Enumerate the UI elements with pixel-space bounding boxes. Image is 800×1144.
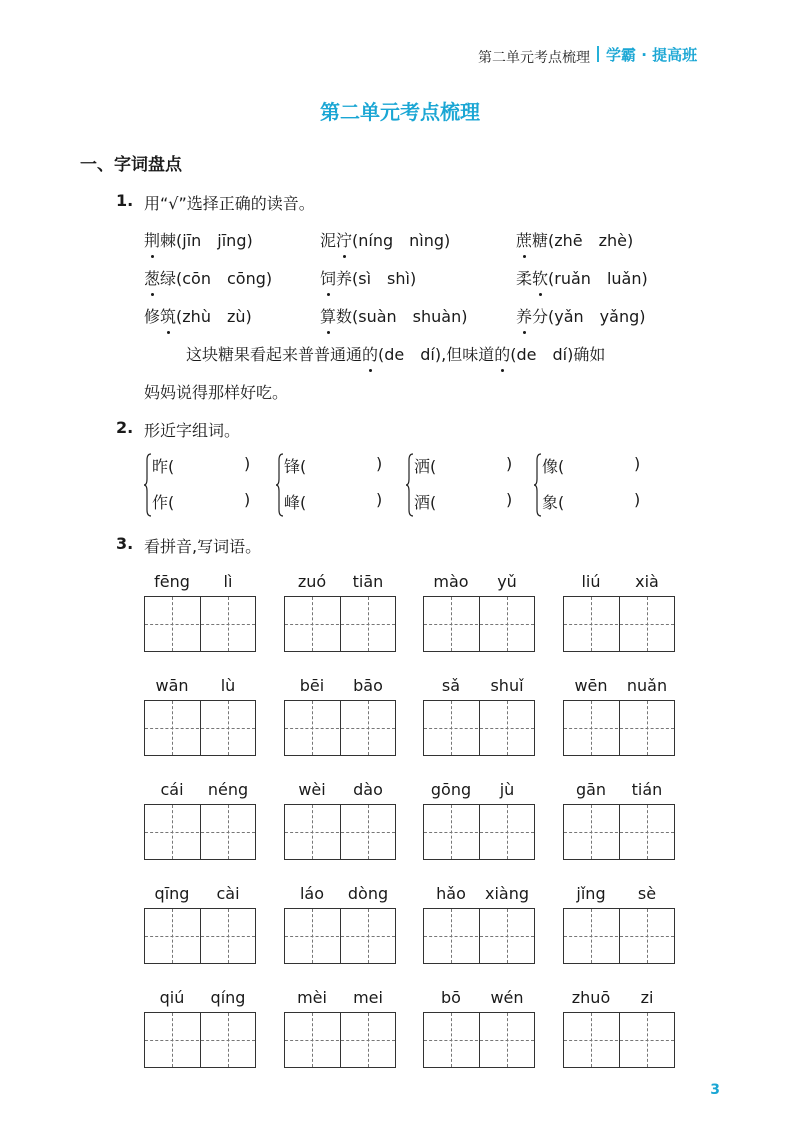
pinyin-label: wēn — [574, 676, 608, 695]
pronunciation-option[interactable]: 饲养(sì shì) — [320, 266, 416, 289]
writing-grid[interactable] — [284, 596, 396, 652]
writing-grid[interactable] — [423, 908, 535, 964]
grid-line — [424, 936, 534, 937]
page-number: 3 — [710, 1082, 720, 1098]
char-blank[interactable]: 洒( ) — [414, 454, 513, 476]
pinyin-label: wèi — [298, 780, 326, 799]
pinyin-label: fēng — [154, 572, 190, 591]
pinyin-label: láo — [299, 884, 325, 903]
brace-icon — [276, 452, 284, 518]
writing-grid[interactable] — [563, 1012, 675, 1068]
pinyin-label: zhuō — [571, 988, 611, 1007]
dotted-char: 的 — [362, 342, 378, 365]
dotted-char: 软 — [532, 266, 548, 289]
dotted-char: 养 — [516, 304, 532, 327]
char-blank[interactable]: 像( ) — [542, 454, 641, 476]
similar-char-group — [144, 452, 264, 518]
pinyin-label: liú — [581, 572, 601, 591]
pronunciation-option[interactable]: 荆棘(jīn jīng) — [144, 228, 253, 251]
dotted-char: 泞 — [336, 228, 352, 251]
pronunciation-option[interactable]: 葱绿(cōn cōng) — [144, 266, 272, 289]
grid-line — [145, 728, 255, 729]
pinyin-label: zi — [640, 988, 654, 1007]
page-title: 第二单元考点梳理 — [320, 100, 480, 124]
brace-icon — [534, 452, 542, 518]
writing-grid[interactable] — [284, 908, 396, 964]
pronunciation-option[interactable]: 算数(suàn shuàn) — [320, 304, 468, 327]
writing-grid[interactable] — [563, 908, 675, 964]
question-3-text: 看拼音,写词语。 — [144, 537, 262, 556]
pinyin-label: xià — [635, 572, 659, 591]
pinyin-label: gōng — [430, 780, 472, 799]
grid-line — [285, 1040, 395, 1041]
writing-grid[interactable] — [284, 804, 396, 860]
grid-line — [564, 832, 674, 833]
similar-char-group — [406, 452, 526, 518]
writing-grid[interactable] — [563, 700, 675, 756]
grid-line — [145, 832, 255, 833]
dotted-char: 葱 — [144, 266, 160, 289]
pinyin-label: qíng — [210, 988, 246, 1007]
brace-icon — [406, 452, 414, 518]
pronunciation-option[interactable]: 柔软(ruǎn luǎn) — [516, 266, 648, 289]
pinyin-label: wān — [155, 676, 189, 695]
pinyin-label: qiú — [159, 988, 185, 1007]
writing-grid[interactable] — [563, 596, 675, 652]
header-unit-title: 第二单元考点梳理 — [478, 50, 590, 66]
pinyin-label: tiān — [352, 572, 384, 591]
writing-grid[interactable] — [284, 700, 396, 756]
char-blank[interactable]: 锋( ) — [284, 454, 383, 476]
grid-line — [424, 1040, 534, 1041]
brace-icon — [144, 452, 152, 518]
pinyin-label: xiàng — [484, 884, 529, 903]
char-blank[interactable]: 峰( ) — [284, 490, 383, 512]
similar-char-group — [534, 452, 654, 518]
dotted-char: 饲 — [320, 266, 336, 289]
writing-grid[interactable] — [144, 1012, 256, 1068]
pinyin-label: tián — [631, 780, 663, 799]
pinyin-label: dòng — [347, 884, 389, 903]
pinyin-label: shuǐ — [490, 676, 524, 695]
pronunciation-option[interactable]: 蔗糖(zhē zhè) — [516, 228, 633, 251]
pinyin-label: dào — [353, 780, 383, 799]
pinyin-label: lì — [223, 572, 233, 591]
grid-line — [285, 936, 395, 937]
pinyin-label: mèi — [297, 988, 327, 1007]
dotted-char: 筑 — [160, 304, 176, 327]
pinyin-label: zuó — [297, 572, 327, 591]
pinyin-label: sè — [637, 884, 657, 903]
pinyin-label: bāo — [353, 676, 383, 695]
question-1-sentence: 这块糖果看起来普普通通的(de dí),但味道的(de dí)确如 — [186, 342, 605, 365]
char-blank[interactable]: 昨( ) — [152, 454, 251, 476]
writing-grid[interactable] — [284, 1012, 396, 1068]
header-divider — [597, 46, 599, 62]
dotted-char: 算 — [320, 304, 336, 327]
pinyin-label: yǔ — [497, 572, 517, 591]
grid-line — [424, 728, 534, 729]
dotted-char: 蔗 — [516, 228, 532, 251]
grid-line — [285, 624, 395, 625]
question-2-number: 2. — [116, 418, 134, 437]
char-blank[interactable]: 酒( ) — [414, 490, 513, 512]
char-blank[interactable]: 象( ) — [542, 490, 641, 512]
pinyin-label: mào — [433, 572, 469, 591]
question-3-number: 3. — [116, 534, 134, 553]
pronunciation-option[interactable]: 泥泞(níng nìng) — [320, 228, 450, 251]
pinyin-label: lù — [220, 676, 236, 695]
char-blank[interactable]: 作( ) — [152, 490, 251, 512]
writing-grid[interactable] — [144, 596, 256, 652]
pinyin-label: cái — [160, 780, 184, 799]
grid-line — [145, 624, 255, 625]
similar-char-group — [276, 452, 396, 518]
question-2-text: 形近字组词。 — [144, 421, 241, 440]
grid-line — [424, 832, 534, 833]
writing-grid[interactable] — [423, 804, 535, 860]
grid-line — [285, 728, 395, 729]
pinyin-label: cài — [216, 884, 240, 903]
dotted-char: 荆 — [144, 228, 160, 251]
pinyin-label: hǎo — [436, 884, 466, 903]
pinyin-label: qīng — [154, 884, 190, 903]
pinyin-label: gān — [575, 780, 607, 799]
pinyin-label: jù — [499, 780, 515, 799]
grid-line — [145, 1040, 255, 1041]
pinyin-label: mei — [353, 988, 383, 1007]
grid-line — [424, 624, 534, 625]
grid-line — [145, 936, 255, 937]
grid-line — [285, 832, 395, 833]
writing-grid[interactable] — [144, 908, 256, 964]
brand-logo-text: 学霸 · 提高班 — [606, 46, 698, 64]
pinyin-label: wén — [490, 988, 524, 1007]
question-1-number: 1. — [116, 191, 134, 210]
writing-grid[interactable] — [423, 1012, 535, 1068]
section-heading: 一、字词盘点 — [80, 155, 182, 175]
pronunciation-option[interactable]: 修筑(zhù zù) — [144, 304, 252, 327]
writing-grid[interactable] — [423, 700, 535, 756]
writing-grid[interactable] — [563, 804, 675, 860]
writing-grid[interactable] — [144, 804, 256, 860]
pinyin-label: néng — [207, 780, 249, 799]
writing-grid[interactable] — [144, 700, 256, 756]
question-1-text: 用“√”选择正确的读音。 — [144, 194, 315, 213]
grid-line — [564, 1040, 674, 1041]
pinyin-label: bō — [441, 988, 461, 1007]
pronunciation-option[interactable]: 养分(yǎn yǎng) — [516, 304, 646, 327]
pinyin-label: jǐng — [576, 884, 606, 903]
pinyin-label: bēi — [299, 676, 325, 695]
pinyin-label: nuǎn — [626, 676, 668, 695]
grid-line — [564, 728, 674, 729]
pinyin-label: sǎ — [441, 676, 461, 695]
question-1-sentence-cont: 妈妈说得那样好吃。 — [144, 383, 289, 402]
writing-grid[interactable] — [423, 596, 535, 652]
grid-line — [564, 624, 674, 625]
dotted-char: 的 — [494, 342, 510, 365]
grid-line — [564, 936, 674, 937]
